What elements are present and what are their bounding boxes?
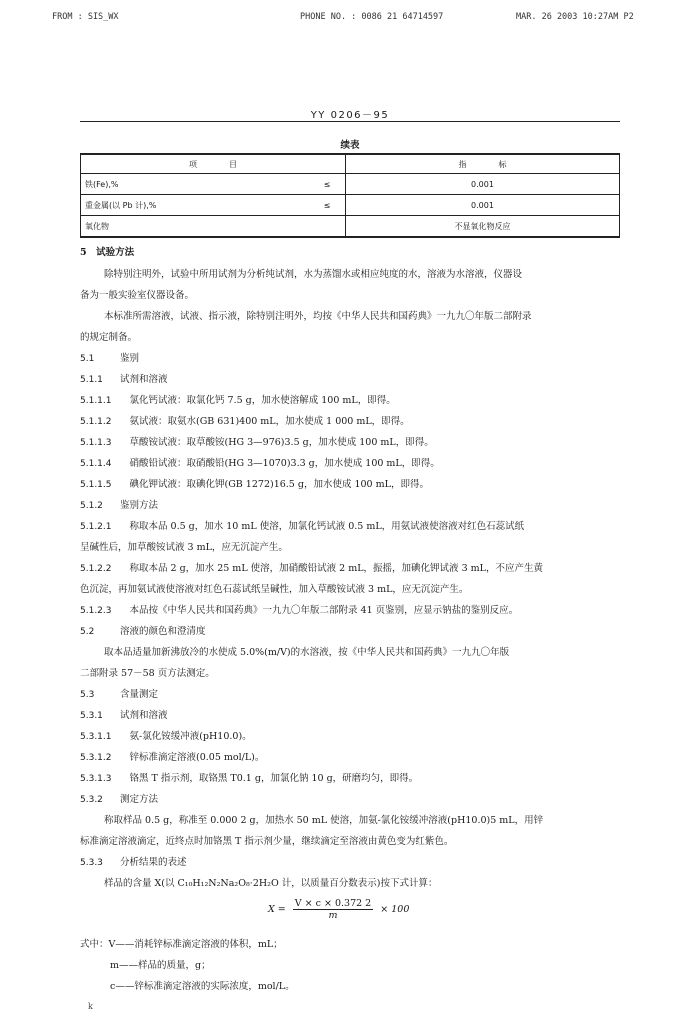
formula-fraction bbox=[293, 898, 373, 921]
clause-text: 称取本品 2 g，加水 25 mL 使溶，加硝酸铅试液 2 mL，振摇，加碘化钾试液 3 mL，不应产生黄 bbox=[129, 563, 543, 574]
formula-numerator: V × c × 0.372 2 bbox=[294, 898, 372, 909]
clause-text: 草酸铵试液：取草酸铵(HG 3—976)3.5 g，加水使成 100 mL，即得。 bbox=[129, 437, 434, 448]
paragraph-line: 标准滴定溶液滴定，近终点时加铬黑 T 指示剂少量，继续滴定至溶液由黄色变为红紫色。 bbox=[80, 836, 454, 847]
col-item-header: 项 目 bbox=[81, 154, 346, 174]
heading-num: 5.3.1 bbox=[80, 711, 103, 721]
where-m: m——样品的质量，g； bbox=[110, 960, 211, 971]
clause-text: 氯化钙试液：取氯化钙 7.5 g，加水使溶解成 100 mL，即得。 bbox=[129, 395, 396, 406]
col-value-header: 指 标 bbox=[346, 154, 620, 174]
row-op: ≤ bbox=[309, 195, 346, 216]
row-name: 氧化物 bbox=[81, 216, 310, 238]
row-value: 0.001 bbox=[346, 195, 620, 216]
clause-text: 本品按《中华人民共和国药典》一九九〇年版二部附录 41 页鉴别，应显示钠盐的鉴别反应。 bbox=[129, 605, 519, 616]
heading-text: 含量测定 bbox=[120, 689, 159, 700]
clause-text: 铬黑 T 指示剂，取铬黑 T0.1 g，加氯化钠 10 g，研磨均匀，即得。 bbox=[129, 773, 419, 784]
heading-num: 5.3.2 bbox=[80, 795, 103, 805]
heading-num: 5.2 bbox=[80, 627, 95, 637]
heading-num: 5.1.2 bbox=[80, 501, 103, 511]
row-name: 铁(Fe),% bbox=[81, 174, 310, 195]
clause-num: 5.1.1.4 bbox=[80, 459, 112, 469]
clause-continuation: 色沉淀，再加氨试液使溶液对红色石蕊试纸呈碱性，加入草酸铵试液 3 mL，应无沉淀产生。 bbox=[80, 584, 469, 595]
heading-5-3-3 bbox=[80, 852, 620, 874]
row-op: ≤ bbox=[309, 174, 346, 195]
where-v: 式中：V——消耗锌标准滴定溶液的体积，mL； bbox=[80, 939, 283, 950]
clause-num: 5.3.1.3 bbox=[80, 774, 112, 784]
heading-num: 5.3.3 bbox=[80, 858, 103, 868]
clause-num: 5.3.1.2 bbox=[80, 753, 112, 763]
clause-text: 碘化钾试液：取碘化钾(GB 1272)16.5 g，加水使成 100 mL，即得。 bbox=[129, 479, 429, 490]
clause-text: 称取本品 0.5 g，加水 10 mL 使溶，加氯化钙试液 0.5 mL，用氨试液使溶液对红色石蕊试纸 bbox=[129, 521, 525, 532]
standard-number: YY 0206－95 bbox=[310, 110, 390, 121]
heading-text: 鉴别方法 bbox=[120, 500, 159, 511]
page-mark: k bbox=[88, 1002, 93, 1011]
row-value: 0.001 bbox=[346, 174, 620, 195]
heading-5-3-2 bbox=[80, 789, 620, 811]
clause-num: 5.3.1.1 bbox=[80, 732, 112, 742]
clause-num: 5.1.1.2 bbox=[80, 417, 112, 427]
paragraph-line: 样品的含量 X(以 C₁₀H₁₂N₂Na₂O₈·2H₂O 计，以质量百分数表示)按下式计算： bbox=[104, 878, 438, 889]
paragraph-line: 取本品适量加新沸放冷的水使成 5.0%(m/V)的水溶液，按《中华人民共和国药典》一九九〇年版 bbox=[104, 647, 510, 658]
heading-text: 试剂和溶液 bbox=[120, 710, 168, 721]
clause-text: 氨试液：取氨水(GB 631)400 mL，加水使成 1 000 mL，即得。 bbox=[129, 416, 410, 427]
heading-num: 5.1.1 bbox=[80, 375, 103, 385]
clause-num: 5.1.1.1 bbox=[80, 396, 112, 406]
clause-continuation: 呈碱性后，加草酸铵试液 3 mL，应无沉淀产生。 bbox=[80, 542, 288, 553]
intro-line: 的规定制备。 bbox=[80, 332, 138, 343]
heading-num: 5.3 bbox=[80, 690, 95, 700]
fax-date: MAR. 26 2003 10:27AM P2 bbox=[516, 12, 634, 22]
intro-line: 本标准所需溶液，试液、指示液，除特别注明外，均按《中华人民共和国药典》一九九〇年版二部附录 bbox=[104, 311, 532, 322]
heading-text: 鉴别 bbox=[120, 353, 140, 364]
heading-text: 试剂和溶液 bbox=[120, 374, 168, 385]
clause-text: 氨-氯化铵缓冲液(pH10.0)。 bbox=[129, 731, 252, 742]
table-caption: 续表 bbox=[340, 140, 360, 151]
clause-text: 硝酸铅试液：取硝酸铅(HG 3—1070)3.3 g，加水使成 100 mL，即得。 bbox=[129, 458, 440, 469]
clause-text: 锌标准滴定溶液(0.05 mol/L)。 bbox=[129, 752, 265, 763]
fax-from: FROM : SIS_WX bbox=[52, 12, 119, 22]
heading-text: 分析结果的表述 bbox=[120, 857, 187, 868]
heading-text: 测定方法 bbox=[120, 794, 159, 805]
formula-denominator: m bbox=[328, 910, 338, 921]
paragraph-line: 称取样品 0.5 g，称准至 0.000 2 g，加热水 50 mL 使溶，加氨-氯化铵缓冲溶液(pH10.0)5 mL，用锌 bbox=[104, 815, 544, 826]
clause-num: 5.1.2.3 bbox=[80, 606, 112, 616]
intro-line: 除特别注明外，试验中所用试剂为分析纯试剂，水为蒸馏水或相应纯度的水，溶液为水溶液，仪器设 bbox=[104, 269, 523, 280]
fax-phone: PHONE NO. : 0086 21 64714597 bbox=[300, 12, 444, 22]
where-c: c——锌标准滴定溶液的实际浓度，mol/L。 bbox=[110, 981, 295, 992]
clause-num: 5.1.2.2 bbox=[80, 564, 112, 574]
heading-num: 5.1 bbox=[80, 354, 95, 364]
clause-num: 5.1.2.1 bbox=[80, 522, 112, 532]
row-name: 重金属(以 Pb 计),% bbox=[81, 195, 310, 216]
intro-line: 备为一般实验室仪器设备。 bbox=[80, 290, 195, 301]
formula-lhs: X = bbox=[268, 904, 286, 915]
formula-tail: × 100 bbox=[380, 904, 410, 915]
heading-text: 溶液的颜色和澄清度 bbox=[120, 626, 206, 637]
clause-num: 5.1.1.5 bbox=[80, 480, 112, 490]
section-5-title: 5 试验方法 bbox=[80, 247, 135, 258]
paragraph-line: 二部附录 57－58 页方法测定。 bbox=[80, 668, 215, 679]
content-formula bbox=[268, 898, 409, 921]
row-value: 不显氧化物反应 bbox=[346, 216, 620, 238]
clause-num: 5.1.1.3 bbox=[80, 438, 112, 448]
